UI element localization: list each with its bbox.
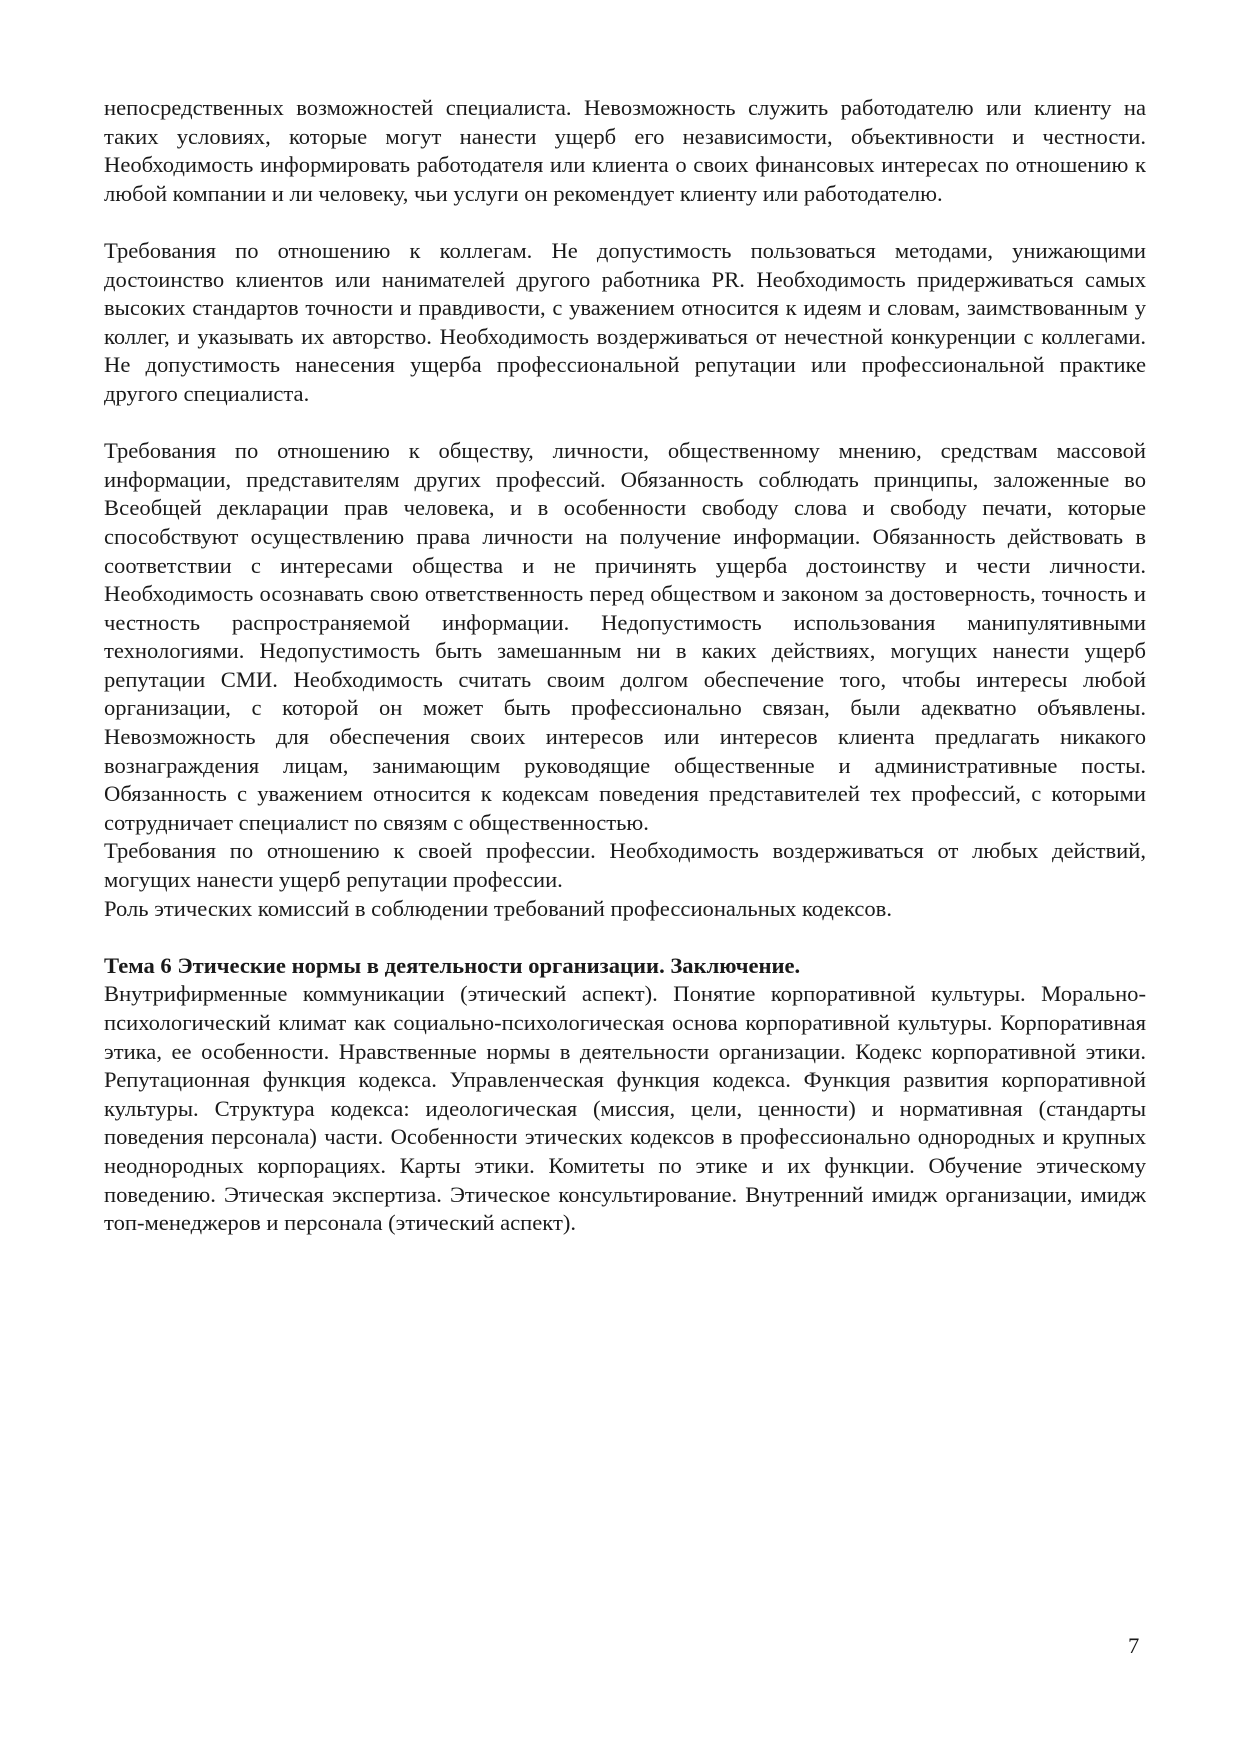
page-content: [104, 94, 1146, 1238]
paragraph-ethics-commissions: Роль этических комиссий в соблюдении требований профессиональных кодексов.: [104, 895, 892, 921]
paragraph-society: Требования по отношению к обществу, личности, общественному мнению, средствам массовой информации, представителям других профессий. Обязанность соблюдать принципы, заложенные во Всеобщей декларации прав человека, и в особенности свободу слова и свободу печати, которые способствуют осуществлению права личности на получение информации. Обязанность действовать в соответствии с интересами общества и не причинять ущерба достоинству и чести личности. Необходимость осознавать свою ответственность перед обществом и законом за достоверность, точность и честность распространяемой информации. Недопустимость использования манипулятивными технологиями. Недопустимость быть замешанным ни в каких действиях, могущих нанести ущерб репутации СМИ. Необходимость считать своим долгом обеспечение того, чтобы интересы любой организации, с которой он может быть профессионально связан, были адекватно объявлены. Невозможность для обеспечения своих интересов или интересов клиента предлагать никакого вознаграждения лицам, занимающим руководящие общественные и административные посты. Обязанность с уважением относится к кодексам поведения представителей тех профессий, с которыми сотрудничает специалист по связям с общественностью.: [104, 438, 1146, 835]
section-body: Внутрифирменные коммуникации (этический аспект). Понятие корпоративной культуры. Морально-психологический климат как социально-психологическая основа корпоративной культуры. Корпоративная этика, ее особенности. Нравственные нормы в деятельности организации. Кодекс корпоративной этики. Репутационная функция кодекса. Управленческая функция кодекса. Функция развития корпоративной культуры. Структура кодекса: идеологическая (миссия, цели, ценности) и нормативная (стандарты поведения персонала) части. Особенности этических кодексов в профессионально однородных и крупных неоднородных корпорациях. Карты этики. Комитеты по этике и их функции. Обучение этическому поведению. Этическая экспертиза. Этическое консультирование. Внутренний имидж организации, имидж топ-менеджеров и персонала (этический аспект).: [104, 981, 1146, 1236]
paragraph-colleagues: Требования по отношению к коллегам. Не допустимость пользоваться методами, унижающими достоинство клиентов или нанимателей другого работника PR. Необходимость придерживаться самых высоких стандартов точности и правдивости, с уважением относится к идеям и словам, заимствованным у коллег, и указывать их авторство. Необходимость воздерживаться от нечестной конкуренции с коллегами. Не допустимость нанесения ущерба профессиональной репутации или профессиональной практике другого специалиста.: [104, 237, 1146, 406]
paragraph-profession: Требования по отношению к своей профессии. Необходимость воздерживаться от любых действий, могущих нанести ущерб репутации профессии.: [104, 838, 1146, 893]
page-number: 7: [1128, 1633, 1140, 1658]
section-heading: Тема 6 Этические нормы в деятельности организации. Заключение.: [104, 952, 801, 978]
paragraph-employer-duties: непосредственных возможностей специалиста. Невозможность служить работодателю или клиенту на таких условиях, которые могут нанести ущерб его независимости, объективности и честности. Необходимость информировать работодателя или клиента о своих финансовых интересах по отношению к любой компании и ли человеку, чьи услуги он рекомендует клиенту или работодателю.: [104, 95, 1146, 206]
